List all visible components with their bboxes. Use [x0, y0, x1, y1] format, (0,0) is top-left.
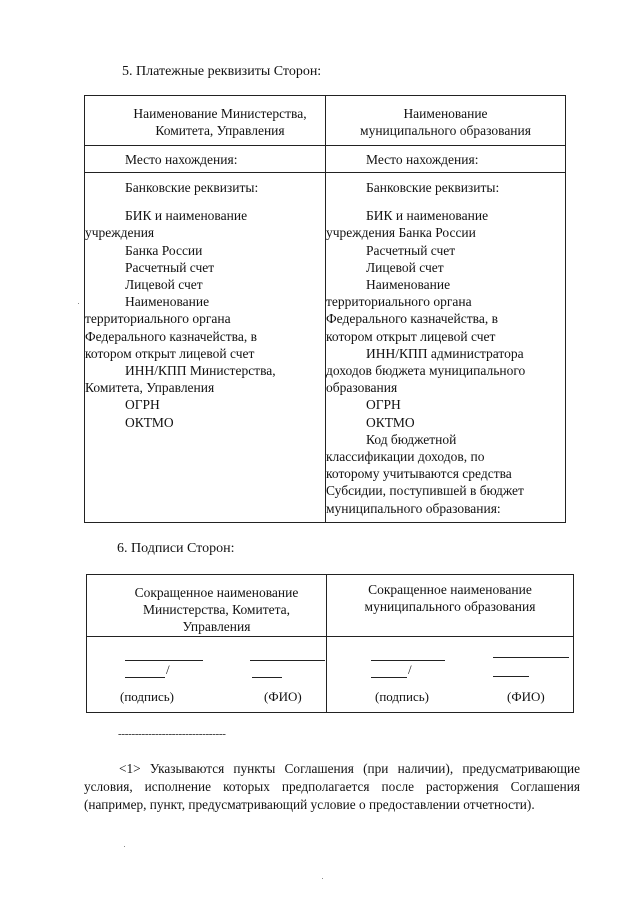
- municipality-signature-cell: [327, 637, 574, 713]
- right-bank-detail-line: муниципального образования:: [326, 500, 501, 516]
- municipality-short-name-line-1: Сокращенное наименование: [368, 582, 532, 597]
- signatures-table: [86, 574, 574, 713]
- right-bank-detail-line: доходов бюджета муниципального: [326, 363, 526, 379]
- ministry-header-cell: [85, 96, 326, 146]
- left-bank-detail-line: Комитета, Управления: [85, 380, 215, 396]
- left-bank-detail-line: Федерального казначейства, в: [85, 328, 257, 344]
- ministry-bank-details: [85, 207, 325, 431]
- right-bank-detail-line: ОКТМО: [366, 414, 415, 430]
- ministry-signature-cell: [87, 637, 327, 713]
- municipality-name-line: [493, 657, 569, 658]
- right-bank-detail-line: которому учитываются средства: [326, 466, 512, 482]
- ministry-name-line-short: [252, 677, 282, 678]
- municipality-bank-cell: [326, 173, 566, 523]
- municipality-signature-line: [371, 660, 445, 661]
- left-bank-detail-line: Банка России: [125, 242, 203, 258]
- section-5-title: 5. Платежные реквизиты Сторон:: [122, 64, 322, 79]
- right-bank-detail-line: Федерального казначейства, в: [326, 311, 498, 327]
- ministry-bank-cell: [85, 173, 326, 523]
- right-bank-detail-line: ИНН/КПП администратора: [366, 345, 524, 361]
- scan-speck: [322, 878, 323, 879]
- ministry-bank-title: Банковские реквизиты:: [125, 180, 259, 195]
- section-6-title: 6. Подписи Сторон:: [117, 541, 235, 556]
- right-bank-detail-line: котором открыт лицевой счет: [326, 328, 496, 344]
- ministry-name-line: [250, 660, 325, 661]
- municipality-signature-slash: /: [408, 662, 412, 677]
- ministry-signature-line: [125, 660, 203, 661]
- ministry-short-name-cell: [87, 575, 327, 637]
- ministry-signature-slash: /: [166, 662, 170, 677]
- right-bank-detail-line: БИК и наименование: [366, 208, 489, 224]
- municipality-bank-details: [326, 207, 565, 517]
- scan-speck: [124, 846, 125, 847]
- left-bank-detail-line: ИНН/КПП Министерства,: [125, 363, 276, 379]
- municipality-signature-label: (подпись): [375, 689, 429, 704]
- left-bank-detail-line: БИК и наименование: [125, 208, 248, 224]
- right-bank-detail-line: учреждения Банка России: [326, 225, 476, 241]
- ministry-header-line-1: Наименование Министерства,: [133, 106, 307, 121]
- municipality-header-line-1: Наименование: [403, 106, 488, 121]
- right-bank-detail-line: образования: [326, 380, 398, 396]
- ministry-short-name-line-1: Сокращенное наименование: [134, 585, 299, 600]
- ministry-short-name-line-2: Министерства, Комитета,: [142, 602, 291, 618]
- payment-details-table: [84, 95, 566, 523]
- municipality-signature-line-short: [371, 677, 407, 678]
- municipality-name-line-short: [493, 676, 529, 677]
- municipality-location-cell: [326, 146, 566, 173]
- municipality-location-label: Место нахождения:: [366, 152, 479, 167]
- right-bank-detail-line: Субсидии, поступившей в бюджет: [326, 483, 524, 499]
- ministry-header-line-2: Комитета, Управления: [155, 123, 285, 139]
- footnote-separator: --------------------------------: [118, 728, 226, 740]
- right-bank-detail-line: ОГРН: [366, 397, 401, 413]
- right-bank-detail-line: Код бюджетной: [366, 431, 457, 447]
- municipality-short-name-cell: [327, 575, 574, 637]
- ministry-name-label: (ФИО): [264, 689, 302, 704]
- municipality-name-label: (ФИО): [507, 689, 545, 704]
- right-bank-detail-line: Наименование: [366, 277, 451, 293]
- municipality-bank-title: Банковские реквизиты:: [366, 180, 500, 195]
- left-bank-detail-line: Расчетный счет: [125, 259, 215, 275]
- left-bank-detail-line: Лицевой счет: [125, 277, 203, 293]
- left-bank-detail-line: Наименование: [125, 294, 210, 310]
- right-bank-detail-line: Лицевой счет: [366, 259, 444, 275]
- footnote-text: <1> Указываются пункты Соглашения (при наличии), предусматривающие условия, исполнение которых предполагается после расторжения Соглашения (например, пункт, предусматривающий условие о предоставлении отчетности).: [84, 761, 580, 812]
- ministry-signature-label: (подпись): [120, 689, 174, 704]
- ministry-location-label: Место нахождения:: [125, 152, 238, 167]
- right-bank-detail-line: территориального органа: [326, 294, 472, 310]
- left-bank-detail-line: котором открыт лицевой счет: [85, 345, 255, 361]
- municipality-short-name-line-2: муниципального образования: [364, 599, 536, 615]
- left-bank-detail-line: ОГРН: [125, 397, 160, 413]
- right-bank-detail-line: Расчетный счет: [366, 242, 456, 258]
- left-bank-detail-line: ОКТМО: [125, 414, 174, 430]
- right-bank-detail-line: классификации доходов, по: [326, 449, 485, 465]
- left-bank-detail-line: учреждения: [85, 225, 155, 241]
- municipality-header-cell: [326, 96, 566, 146]
- left-bank-detail-line: территориального органа: [85, 311, 231, 327]
- municipality-header-line-2: муниципального образования: [360, 123, 531, 139]
- ministry-location-cell: [85, 146, 326, 173]
- scan-speck: [78, 303, 79, 304]
- ministry-short-name-line-3: Управления: [182, 619, 251, 635]
- ministry-signature-line-short: [125, 677, 165, 678]
